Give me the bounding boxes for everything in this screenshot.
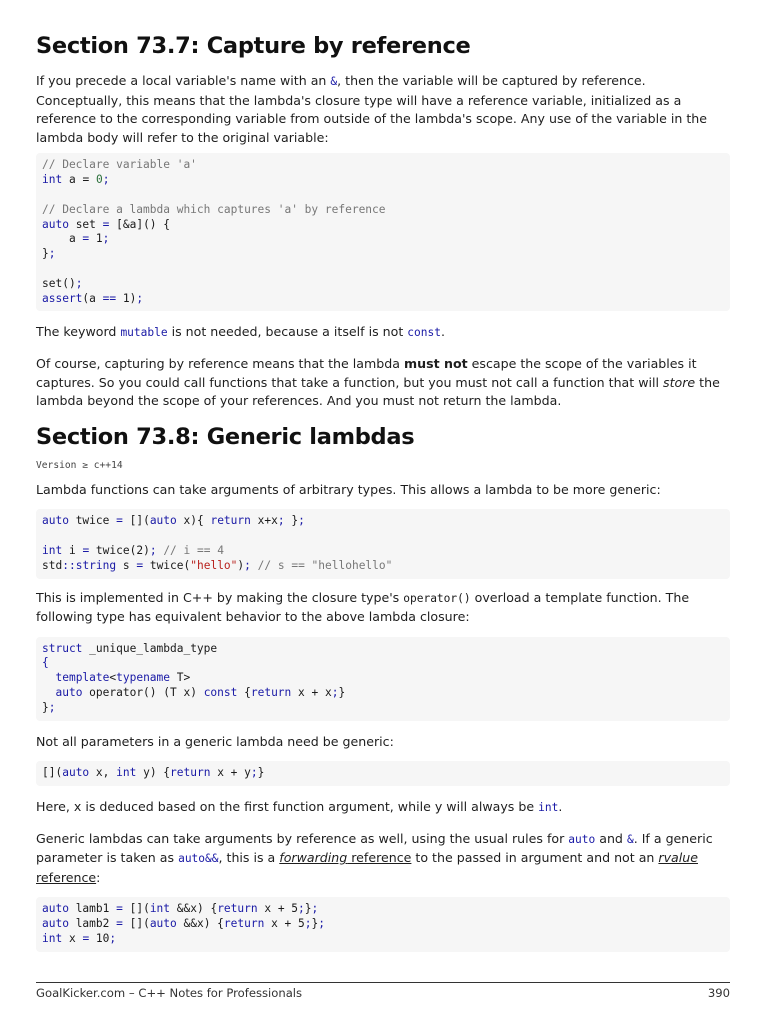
paragraph-by-reference <box>36 830 730 888</box>
text: and <box>595 830 627 846</box>
link-forwarding-reference[interactable] <box>279 850 411 865</box>
inline-code-const: const <box>407 326 441 340</box>
inline-code-ampersand: & <box>626 832 634 846</box>
code-block-twice: auto twice = [](auto x){ return x+x; }; int i = twice(2); // i == 4 std::string s = twice("hello"); // s == "hellohello" <box>36 509 730 578</box>
text: This is implemented in C++ by making the closure type's <box>36 589 404 605</box>
text: . If a generic parameter is taken as <box>36 830 713 866</box>
paragraph-mutable <box>36 323 730 343</box>
italic-text: forwarding <box>279 850 348 866</box>
text: to the passed in argument and not an <box>411 850 659 866</box>
code-block-forwarding: auto lamb1 = [](int &&x) {return x + 5;}; auto lamb2 = [](auto &&x) {return x + 5;}; int x = 10; <box>36 897 730 951</box>
paragraph-not-all-generic: Not all parameters in a generic lambda need be generic: <box>36 733 394 749</box>
version-note: Version ≥ c++14 <box>36 459 123 471</box>
inline-code-auto: auto <box>568 832 596 846</box>
code-line: // Declare a lambda which captures 'a' by reference <box>42 202 386 216</box>
text: Of course, capturing by reference means that the lambda <box>36 355 404 371</box>
text: If you precede a local variable's name with an <box>36 73 331 88</box>
text: : <box>96 869 101 885</box>
text: Generic lambdas can take arguments by reference as well, using the usual rules for <box>36 830 569 846</box>
italic-text: store <box>663 374 696 390</box>
text: the lambda beyond the scope of your references. And you must not return the lambda. <box>36 374 720 409</box>
page-footer <box>36 982 730 1000</box>
text: is not needed, because a itself is not <box>167 324 408 340</box>
text: The keyword <box>36 324 121 340</box>
code-line: // Declare variable 'a' <box>42 158 197 172</box>
text: reference <box>347 850 412 866</box>
code-block-mixed-params: [](auto x, int y) {return x + y;} <box>36 761 730 786</box>
footer-source: GoalKicker.com – C++ Notes for Professionals <box>36 986 303 1000</box>
text: reference <box>36 869 97 885</box>
bold-text: must not <box>403 355 468 371</box>
text: . <box>558 799 563 815</box>
inline-code-int: int <box>538 801 559 815</box>
text: , then the variable will be captured by reference. Conceptually, this means that the lambda's closure type will have a reference variable, initialized as a reference to the corresponding variable from outside of the lambda's scope. Any use of the variable in the lambda body will refer to the original variable: <box>36 73 708 145</box>
inline-code-ampersand: & <box>330 75 338 88</box>
paragraph-generic-intro: Lambda functions can take arguments of arbitrary types. This allows a lambda to be more generic: <box>36 481 661 497</box>
page-number: 390 <box>707 986 730 1000</box>
text: Here, x is deduced based on the first function argument, while y will always be <box>36 799 539 815</box>
code-block-capture-reference: // Declare variable 'a' int a = 0; // Declare a lambda which captures 'a' by reference auto set = [&a]() { a = 1; }; set(); assert(a == 1); <box>36 153 730 311</box>
section-title-capture-by-reference: Section 73.7: Capture by reference <box>36 33 471 59</box>
inline-code-operator: operator() <box>403 591 471 605</box>
text: , this is a <box>218 850 280 866</box>
text: overload a template function. The following type has equivalent behavior to the above lambda closure: <box>36 589 690 625</box>
text: escape the scope of the variables it captures. So you could call functions that take a function, but you must not call a function that will <box>36 355 697 390</box>
page-content <box>36 28 730 952</box>
italic-text: rvalue <box>658 850 698 866</box>
text: . <box>440 324 445 340</box>
inline-code-auto-rvalue: auto&& <box>178 852 219 866</box>
paragraph-implementation <box>36 589 730 627</box>
paragraph-deduced <box>36 798 730 818</box>
inline-code-mutable: mutable <box>120 326 168 340</box>
code-block-struct: struct _unique_lambda_type { template<typename T> auto operator() (T x) const {return x + x;} }; <box>36 637 730 721</box>
paragraph-capture-intro <box>36 72 730 147</box>
section-title-generic-lambdas: Section 73.8: Generic lambdas <box>36 423 415 450</box>
paragraph-escape-scope <box>36 355 730 411</box>
